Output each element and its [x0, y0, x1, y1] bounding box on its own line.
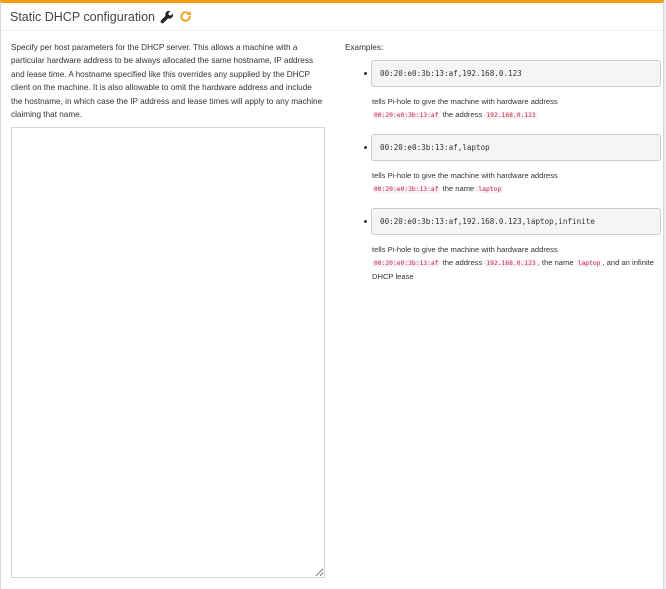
- static-dhcp-textarea[interactable]: [11, 127, 325, 578]
- example-code: 00:20:e0:3b:13:af,laptop: [371, 134, 661, 161]
- description-text: Specify per host parameters for the DHCP server. This allows a machine with a particular hardware address to be always allocated the same hostname, IP address and lease time. A hostname specified like this overrides any supplied by the DHCP client on the machine. It is also allowable to omit the hardware address and include the hostname, in which case the IP address and lease times will apply to any machine claiming that name.: [11, 43, 323, 120]
- example-explanation: [372, 169, 662, 196]
- hostname-code: laptop: [478, 186, 502, 193]
- explanation-text: , the name: [537, 258, 574, 267]
- explanation-text: tells Pi-hole to give the machine with hardware address: [372, 245, 558, 254]
- example-code: 00:20:e0:3b:13:af,192.168.0.123,laptop,infinite: [371, 208, 661, 235]
- ip-address-code: 192.168.0.123: [486, 112, 536, 119]
- examples-label: Examples:: [345, 43, 384, 52]
- wrench-icon[interactable]: [160, 10, 174, 24]
- ip-address-code: 192.168.0.123: [486, 260, 536, 267]
- right-column: [345, 41, 663, 281]
- box-title: Static DHCP configuration: [10, 9, 155, 24]
- hostname-code: laptop: [577, 260, 601, 267]
- refresh-icon[interactable]: [179, 10, 192, 23]
- explanation-text: the address: [442, 258, 483, 267]
- example-explanation: [372, 95, 662, 122]
- explanation-text: the address: [442, 110, 483, 119]
- example-explanation: [372, 243, 662, 283]
- mac-address-code: 00:20:e0:3b:13:af: [374, 186, 439, 193]
- box-header: [1, 3, 663, 31]
- explanation-text: the name: [442, 184, 475, 193]
- bullet: [364, 72, 367, 75]
- bullet: [364, 220, 367, 223]
- explanation-text: tells Pi-hole to give the machine with hardware address: [372, 171, 558, 180]
- mac-address-code: 00:20:e0:3b:13:af: [374, 260, 439, 267]
- left-column: [11, 41, 325, 121]
- bullet: [364, 146, 367, 149]
- explanation-text: tells Pi-hole to give the machine with hardware address: [372, 97, 558, 106]
- mac-address-code: 00:20:e0:3b:13:af: [374, 112, 439, 119]
- explanation-text: , and an infinite DHCP lease: [372, 258, 654, 281]
- example-code: 00:20:e0:3b:13:af,192.168.0.123: [371, 60, 661, 87]
